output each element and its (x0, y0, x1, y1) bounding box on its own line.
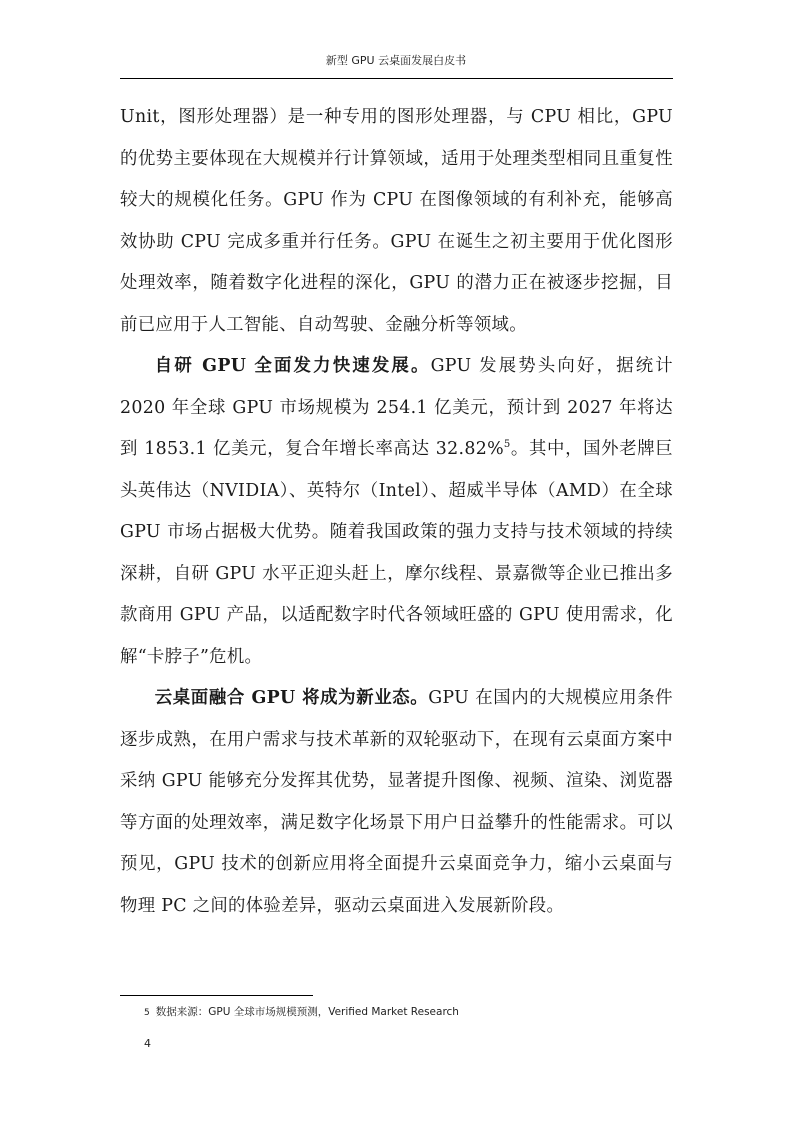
paragraph-text: GPU 在国内的大规模应用条件逐步成熟，在用户需求与技术革新的双轮驱动下，在现有云桌面方案中采纳 GPU 能够充分发挥其优势，显著提升图像、视频、渲染、浏览器等方面的处理效率，满足数字化场景下用户日益攀升的性能需求。可以预见，GPU 技术的创新应用将全面提升云桌面竞争力，缩小云桌面与物理 PC 之间的体验差异，驱动云桌面进入发展新阶段。 (120, 688, 673, 916)
paragraph-text: GPU 发展势头向好，据统计 2020 年全球 GPU 市场规模为 254.1 亿美元，预计到 2027 年将达到 1853.1 亿美元，复合年增长率高达 32.82% (120, 356, 673, 459)
paragraph-lead: 云桌面融合 GPU 将成为新业态。 (154, 688, 429, 708)
paragraph-lead: 自研 GPU 全面发力快速发展。 (154, 356, 431, 376)
footnote-reference[interactable]: 5 (503, 439, 511, 451)
footnote-text: 数据来源：GPU 全球市场规模预测，Verified Market Research (155, 1006, 459, 1018)
paragraph-text: 。其中，国外老牌巨头英伟达（NVIDIA）、英特尔（Intel）、超威半导体（AMD）在全球 GPU 市场占据极大优势。随着我国政策的强力支持与技术领域的持续深耕，自研 GPU 水平正迎头赶上，摩尔线程、景嘉微等企业已推出多款商用 GPU 产品，以适配数字时代各领域旺盛的 GPU 使用需求，化解“卡脖子”危机。 (120, 439, 673, 667)
page-number: 4 (144, 1037, 151, 1050)
header-divider (120, 78, 673, 79)
paragraph-domestic-gpu (120, 346, 673, 678)
footnote-mark: 5 (144, 1008, 150, 1018)
paragraph-gpu-intro (120, 97, 673, 346)
paragraph-text: Unit，图形处理器）是一种专用的图形处理器，与 CPU 相比，GPU 的优势主要体现在大规模并行计算领域，适用于处理类型相同且重复性较大的规模化任务。GPU 作为 CPU 在图像领域的有利补充，能够高效协助 CPU 完成多重并行任务。GPU 在诞生之初主要用于优化图形处理效率，随着数字化进程的深化，GPU 的潜力正在被逐步挖掘，目前已应用于人工智能、自动驾驶、金融分析等领域。 (120, 107, 673, 335)
paragraph-cloud-desktop-gpu (120, 678, 673, 927)
page-header: 新型 GPU 云桌面发展白皮书 (325, 54, 467, 67)
footnote-divider (120, 995, 313, 996)
body-text (120, 97, 673, 927)
footnote (144, 1004, 674, 1019)
